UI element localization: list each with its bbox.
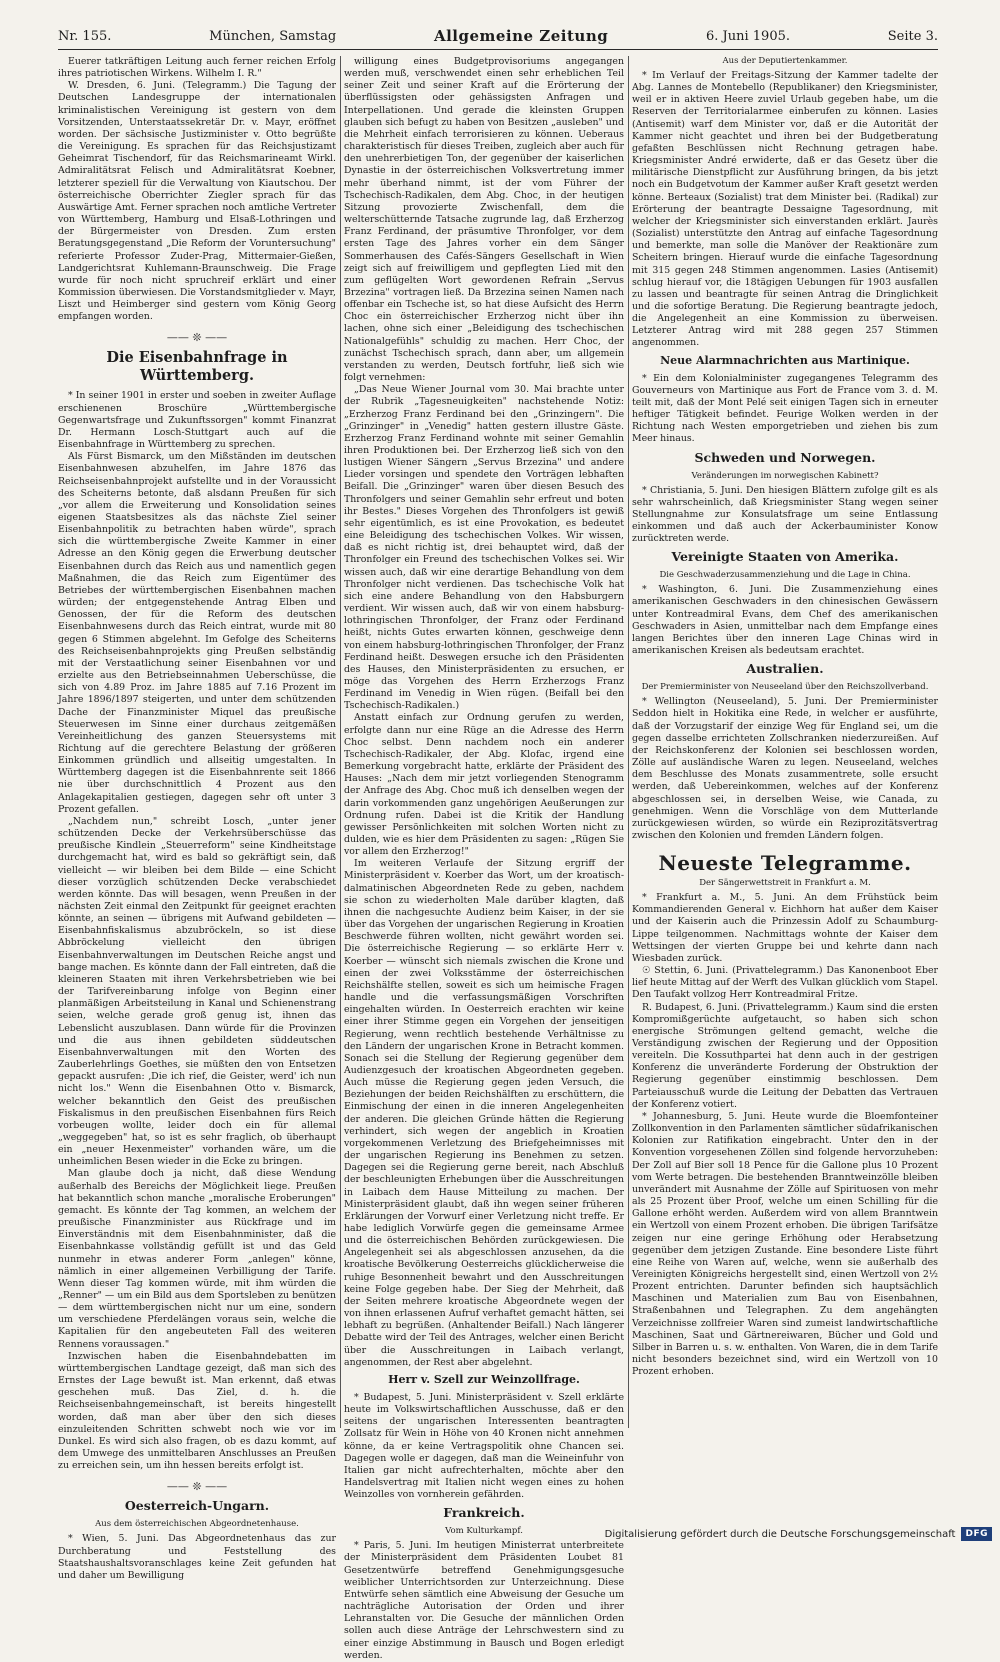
- place-date: München, Samstag: [209, 28, 337, 44]
- column-1: [58, 56, 336, 1581]
- headline-martinique: Neue Alarmnachrichten aus Martinique.: [660, 353, 910, 367]
- article-paragraph: * Christiania, 5. Juni. Den hiesigen Blättern zufolge gilt es als sehr wahrscheinlich, daß Kriegsminister Stang wegen seiner Stellungnahme zur Konsulatsfrage um seine Entlassung einkommen und daß auch der Ackerbauminister Konow zurücktreten werde.: [632, 484, 938, 545]
- article-paragraph: * In seiner 1901 in erster und soeben in zweiter Auflage erschienenen Broschüre „Württembergische Gegenwartsfrage und Zukunftssorgen" kommt Finanzrat Dr. Hermann Losch-Stuttgart auch auf die Eisenbahnfrage in Württemberg zu sprechen.: [58, 390, 336, 451]
- masthead: [58, 24, 938, 48]
- article-paragraph: Euerer tatkräftigen Leitung auch ferner reichen Erfolg ihres patriotischen Wirkens. Wilhelm I. R.": [58, 56, 336, 80]
- subheadline: Der Sängerwettstreit in Frankfurt a. M.: [699, 878, 871, 889]
- article-paragraph: * Budapest, 5. Juni. Ministerpräsident v. Szell erklärte heute im Volkswirtschaftlichen Ausschusse, daß er den seitens der ungarischen Interessenten beantragten Zollsatz für Wein in Höhe von 40 Kronen nicht annehmen könne, da er keine Vertragspolitik ohne Chancen sei. Dagegen wolle er dagegen, daß man die Weineinfuhr von Italien gar nicht aufrechterhalten, möchte aber den Handelsvertrag mit Italien nicht wegen eines zu hohen Weinzolles von vornherein gefährden.: [344, 1391, 624, 1501]
- article-paragraph: * Wellington (Neuseeland), 5. Juni. Der Premierminister Seddon hielt in Hokitika eine Rede, in welcher er ausführte, daß der Vorzugstarif der einzige Weg für England sei, um die gegen dasselbe errichteten Zollschranken niederzureißen. Auf der Reichskonferenz der Kolonien sei beschlossen worden, Zölle auf ausländische Waren zu legen. Neuseeland, welches dem Beschlusse des Monats zusammentrete, solle ersucht werden, daß Uebereinkommen, welches auf der Konferenz abgeschlossen sei, in derselben Weise, wie Canada, zu genehmigen. Wenn die Vorschläge von dem Mutterlande zurückgewiesen würden, so würde ein Reziprozitätsvertrag zwischen den Kolonien und fremden Ländern folgen.: [632, 696, 938, 841]
- column-2: [344, 56, 624, 1661]
- headline-szell: Herr v. Szell zur Weinzollfrage.: [388, 1372, 580, 1386]
- article-paragraph: W. Dresden, 6. Juni. (Telegramm.) Die Tagung der Deutschen Landesgruppe der internationalen kriminalistischen Vereinigung ist gestern von dem Vorsitzenden, Unterstaatssekretär Dr. v. Mayr, eröffnet worden. Der sächsische Justizminister v. Otto begrüßte die Vereinigung. Es sprachen für das Reichsjustizamt Geheimrat Tischendorf, für das Reichsmarineamt Wirkl. Admiralitätsrat Felisch und Admiralitätsrat Koebner, letzterer speziell für die Verwaltung von Kiautschou. Der österreichische Oberrichter Ziegler sprach für das Auswärtige Amt. Ferner sprachen noch amtliche Vertreter von Württemberg, Hamburg und Elsaß-Lothringen und der Bürgermeister von Dresden. Zum ersten Beratungsgegenstand „Die Reform der Voruntersuchung" referierte Professor Zuder-Prag, Mittermaier-Gießen, Landgerichtsrat Kuhlemann-Braunschweig. Die Frage wurde für noch nicht spruchreif erklärt und einer Kommission überwiesen. Die Vorstandsmitglieder v. Mayr, Liszt und Heimberger sind gestern vom König Georg empfangen worden.: [58, 80, 336, 323]
- article-paragraph: ☉ Stettin, 6. Juni. (Privattelegramm.) Das Kanonenboot Eber lief heute Mittag auf der Werft des Vulkan glücklich vom Stapel. Den Taufakt vollzog Herr Kontreadmiral Fritze.: [632, 965, 939, 1001]
- article-paragraph: * Ein dem Kolonialminister zugegangenes Telegramm des Gouverneurs von Martinique aus Fort de France vom 3. d. M. teilt mit, daß der Mont Pelé seit einigen Tagen sich in erneuter heftiger Tätigkeit befindet. Feurige Wolken werden in der Richtung nach Westen emporgetrieben und ziehen bis zum Meer hinaus.: [632, 372, 938, 445]
- article-paragraph: „Nachdem nun," schreibt Losch, „unter jener schützenden Decke der Verkehrsüberschüsse das preußische Kindlein „Steuerreform" seine Kindheitstage durchgemacht hat, wird es bald so gekräftigt sein, daß vielleicht — wir bleiben bei dem Bilde — eine Schicht dieser vorzüglich schützenden Decke verabschiedet werden könnte. Das will besagen, wenn Preußen in der nächsten Zeit einmal den Zeitpunkt für geeignet erachten könnte, an seinen — übrigens mit Aufwand gebildeten — Eisenbahnfiskalismus abzubröckeln, so ist diese Abbröckelung vielleicht den übrigen Eisenbahnverwaltungen im Deutschen Reiche angst und bange machen. Es könnte dann der Fall eintreten, daß die kleineren Staaten mit ihren Verkehrsbetrieben wie bei der Tarifvereinbarung infolge von Beginn einer planmäßigen Arbeitsteilung in Kanal und Schienenstrang seien, welche gerade groß genug ist, ihnen das Lebenslicht auszublasen. Dann würde für die Provinzen und die aus ihnen gebildeten süddeutschen Eisenbahnverwaltungen mit den Worten des Zauberlehrlings Goethes, sie müßten den von Entsetzen gepackt ausrufen: ‚Die ich rief, die Geister, werd' ich nun nicht los." Wenn die Eisenbahnen Otto v. Bismarck, welcher bekanntlich den Geist des preußischen Fiskalismus in den preußischen Eisenbahnen fürs Reich vorbeugen wollte, leider doch ein für allemal „weggegeben" hat, so ist es sehr fraglich, ob überhaupt ein „neuer Hexenmeister" vorhanden wäre, um die unheimlichen Besen wieder in die Ecke zu bringen.: [58, 815, 336, 1168]
- page-number: Seite 3.: [887, 28, 938, 44]
- headline-australien: Australien.: [746, 661, 824, 677]
- article-paragraph: * Paris, 5. Juni. Im heutigen Ministerrat unterbreitete der Ministerpräsident dem Präsidenten Loubet 81 Gesetzentwürfe betreffend Genehmigungsgesuche weiblicher Unterrichtsorden zur Unterzeichnung. Diese Entwürfe sehen sämtlich eine Abweisung der Gesuche um nachträgliche Autorisation der Orden und ihrer Lehranstalten vor. Die Gesuche der männlichen Orden sollen auch diese Anträge der Lehrschwestern sind zu einer einzige Abstimmung in Bausch und Bogen erledigt werden.: [344, 1540, 624, 1661]
- headline-usa: Vereinigte Staaten von Amerika.: [671, 549, 899, 565]
- article-paragraph: * Johannesburg, 5. Juni. Heute wurde die Bloemfonteiner Zollkonvention in den Parlamenten sämtlicher südafrikanischen Kolonien zur Ratifikation eingebracht. Unter den in der Konvention vorgesehenen Zöllen sind folgende hervorzuheben: Der Zoll auf Bier soll 18 Pence für die Gallone plus 10 Prozent vom Werte betragen. Die bestehenden Branntweinzölle bleiben unverändert mit Ausnahme der Zölle auf Spirituosen von mehr als 25 Prozent über Proof, welche um einen Schilling für die Gallone erhöht werden. Außerdem wird von allem Branntwein ein Wertzoll von einem Prozent erhoben. Die übrigen Tarifsätze zeigen nur eine geringe Erhöhung oder Herabsetzung gegenüber dem jetzigen Zustande. Eine besondere Liste führt eine Reihe von Waren auf, welche, wenn sie außerhalb des Vereinigten Königreichs hergestellt sind, einen Wertzoll von 2½ Prozent entrichten. Darunter befinden sich hauptsächlich Maschinen und Materialien zum Bau von Eisenbahnen, Straßenbahnen und Telegraphen. Zu dem angehängten Verzeichnisse zollfreier Waren sind zumeist landwirtschaftliche Maschinen, Saat und Gärtnereiwaren, Bücher und Gold und Silber in Barren u. s. w. enthalten. Von Waren, die in dem Tarife nicht besonders bezeichnet sind, wird ein Wertzoll von 10 Prozent erhoben.: [632, 1110, 938, 1378]
- digitization-footer: [560, 1525, 992, 1543]
- article-paragraph: „Das Neue Wiener Journal vom 30. Mai brachte unter der Rubrik „Tagesneuigkeiten" nachstehende Notiz: „Erzherzog Franz Ferdinand bei den „Grinzingern". Die „Grinzinger" in „Venedig" hatten gestern illustre Gäste. Erzherzog Franz Ferdinand wohnte mit seiner Gemahlin ihren Produktionen bei. Der Erzherzog ließ sich von den lustigen Wiener Sängern „Servus Brzezina" und andere Lieder vorsingen und spendete den Vorträgen lebhaften Beifall. Die „Grinzinger" waren über diesen Besuch des Thronfolgers und seiner Gemahlin sehr erfreut und boten ihr Bestes." Dieses Vorgehen des Thronfolgers ist gewiß sehr eigentümlich, es ist eine Provokation, es bedeutet eine Beleidigung des tschechischen Volkes. Wir wissen, daß es nicht richtig ist, drei behauptet wird, daß der Thronfolger ein Freund des tschechischen Volkes sei. Wir wissen auch, daß wir eine derartige Behandlung von dem Thronfolger nicht verdienen. Das tschechische Volk hat sich eine andere Behandlung von den Habsburgern verdient. Wir wissen auch, daß wir von einem habsburg-lothringischen Thronfolger, der Franz oder Ferdinand heißt, nichts Gutes erwarten können, geschweige denn von einem habsburg-lothringischen Thronfolger, der Franz Ferdinand heißt. Deswegen ersuche ich den Präsidenten des Hauses, den Ministerpräsidenten zu ersuchen, er möge das Vorgehen des Herrn Erzherzogs Franz Ferdinand im Venedig in Wien rügen. (Beifall bei den Tschechisch-Radikalen.): [344, 384, 624, 712]
- headline-telegramme: Neueste Telegramme.: [658, 851, 912, 876]
- article-paragraph: Anstatt einfach zur Ordnung gerufen zu werden, erfolgte dann nur eine Rüge an die Adresse des Herrn Choc selbst. Denn nachdem noch ein anderer Tschechisch-Radikaler, der Abg. Klofac, irgend eine Bemerkung vorgebracht hatte, erklärte der Präsident des Hauses: „Nach dem mir jetzt vorliegenden Stenogramm der Anfrage des Abg. Choc muß ich denselben wegen der darin vorkommenden ganz ungehörigen Aeußerungen zur Ordnung rufen. Dabei ist die Kritik der Handlung gewisser Persönlichkeiten mit solchen Worten nicht zu dulden, wie es hier dem Präsidenten zu sagen: „Rügen Sie vor allem den Erzherzog!": [344, 712, 624, 858]
- article-paragraph: * Wien, 5. Juni. Das Abgeordnetenhaus das zur Durchberatung und Feststellung des Staatshaushaltsvoranschlages keine Zeit gefunden hat und daher um Bewilligung: [58, 1533, 336, 1581]
- article-paragraph: Im weiteren Verlaufe der Sitzung ergriff der Ministerpräsident v. Koerber das Wort, um der kroatisch-dalmatinischen Abgeordneten Rede zu geben, nachdem sie schon zu wiederholten Male darüber klagten, daß ihnen die nachgesuchte Audienz beim Kaiser, in der sie über das Vorgehen der ungarischen Regierung in Kroatien Beschwerde führen wollten, nicht gewährt worden sei. Die österreichische Regierung — so erklärte Herr v. Koerber — wünscht sich niemals zwischen die Krone und einen der zwei Volksstämme der österreichischen Reichshälfte stellen, soweit es sich um heimische Fragen handle und die verfassungsmäßigen Vorschriften eingehalten würden. In Oesterreich erachten wir keine einer ihrer Stimme gegen ein Vorgehen der jenseitigen Regierung, wenn rechtlich bestehende Verhältnisse zu den Ländern der ungarischen Krone in Betracht kommen. Sonach sei die Stellung der Regierung gegenüber dem Audienzgesuch der kroatischen Abgeordneten gegeben. Auch müsse die Regierung gegen jeden Versuch, die Beziehungen der beiden Reichshälften zu erschüttern, die Einmischung der einen in die inneren Angelegenheiten der anderen. Die gleichen Gründe hätten die Regierung verhindert, sich wegen der angeblich in Kroatien vorgekommenen Verletzung des Briefgeheimnisses mit der ungarischen Regierung ins Benehmen zu setzen. Dagegen sei die Regierung gerne bereit, nach Abschluß der beschleunigten Erhebungen über die Ausschreitungen in Laibach dem Hause Mitteilung zu machen. Der Ministerpräsident glaubt, daß ihn wegen seiner früheren Erklärungen der Vorwurf einer Verletzung nicht treffe. Er habe lediglich Vorwürfe gegen die gemeinsame Armee und die österreichischen Behörden zurückgewiesen. Die Angelegenheit sei als abgeschlossen anzusehen, da die kroatische Bevölkerung Oesterreichs glücklicherweise die ruhige Besonnenheit bewahrt und den Ausschreitungen keine Folge gegeben habe. Der Sieg der Mehrheit, daß der Seiten mehrere kroatische Abgeordnete wegen der von ihnen erlassenen Aufruf verhaftet gemacht hätten, sei lebhaft zu begrüßen. (Anhaltender Beifall.) Nach längerer Debatte wird der Teil des Antrages, welcher einen Bericht über die Ausschreitungen in Laibach verlangt, angenommen, der Rest aber abgelehnt.: [344, 858, 624, 1368]
- headline-frankreich: Frankreich.: [443, 1505, 525, 1521]
- subheadline: Die Geschwaderzusammenziehung und die Lage in China.: [659, 570, 911, 581]
- article-paragraph: Man glaube doch ja nicht, daß diese Wendung außerhalb des Bereichs der Möglichkeit liege. Preußen hat bekanntlich schon manche „moralische Eroberungen" gemacht. Es könnte der Tag kommen, an welchem der preußische Finanzminister aus Rückfrage und im Einverständnis mit dem Eisenbahnminister, daß die Eisenbahnkasse vollständig gefüllt ist und das Geld nunmehr in etwas anderer Form „anlegen" könne, nämlich in einer allgemeinen Verbilligung der Tarife. Wenn dieser Tag kommen würde, mit ihm würden die „Renner" — um ein Bild aus dem Sportsleben zu benützen — dem württembergischen nicht nur um eine, sondern um verschiedene Pferdelängen voraus sein, welche die Kapitalien für den angebeuteten Fall des weiteren Rennens voraussagen.": [58, 1168, 336, 1350]
- section-divider: —— ❊ ——: [166, 1480, 228, 1494]
- column-3: [632, 56, 938, 1430]
- column-rule: [628, 56, 629, 1428]
- newspaper-title: Allgemeine Zeitung: [433, 27, 609, 45]
- subheadline: Aus der Deputiertenkammer.: [722, 56, 848, 66]
- issue-date: 6. Juni 1905.: [706, 28, 790, 44]
- dfg-logo: DFG: [961, 1527, 992, 1541]
- article-paragraph: Inzwischen haben die Eisenbahndebatten im württembergischen Landtage gezeigt, daß man sich des Ernstes der Lage bewußt ist. Man erkennt, daß etwas geschehen muß. Das Ziel, d. h. die Reichseisenbahngemeinschaft, ist bereits hingestellt worden, daß man aber über den sich dieses einzuleitenden Schritten schwebt noch wie vor im Dunkel. Es wird sich also fragen, ob es dazu kommt, auf dem Umwege des unmittelbaren Anschlusses an Preußen zu erreichen sein, um ihn hessen bereits erfolgt ist.: [58, 1350, 336, 1472]
- article-paragraph: * Im Verlauf der Freitags-Sitzung der Kammer tadelte der Abg. Lannes de Montebello (Republikaner) den Kriegsminister, weil er in aktiven Heere zuviel Urlaub gegeben habe, um die Reserven der Territorialarmee einberufen zu können. Lasies (Antisemit) warf dem Minister vor, daß er die Autorität der Kammer nicht geachtet und ihren bei der Budgetberatung gefaßten Beschlüssen nicht Rechnung getragen habe. Kriegsminister André erwiderte, daß er das Gesetz über die militärische Dienstpflicht zur Ausführung bringen, da bis jetzt noch ein Budgetvotum der Kammer außer Kraft gesetzt werden könne. Berteaux (Sozialist) trat dem Minister bei. (Radikal) zur Erörterung der beantragte Dessaigne Tagesordnung, mit welcher der Kriegsminister sich einverstanden erklärt. Jaurès (Sozialist) unterstützte den Antrag auf einfache Tagesordnung und bemerkte, man solle die Manöver der Reaktionäre zum Scheitern bringen. Hierauf wurde die einfache Tagesordnung mit 315 gegen 248 Stimmen angenommen. Lasies (Antisemit) schlug hierauf vor, die 18tägigen Uebungen für 1903 ausfallen zu lassen und beantragte für seinen Antrag die Dringlichkeit und die sofortige Beratung. Die Regierung beantragte jedoch, die Angelegenheit an eine Kommission zu überweisen. Letzterer Antrag wird mit 288 gegen 257 Stimmen angenommen.: [632, 70, 938, 349]
- headline-schweden: Schweden und Norwegen.: [694, 449, 876, 465]
- headline-eisenbahnfrage: Die Eisenbahnfrage in Württemberg.: [106, 349, 288, 385]
- header-rule: [58, 49, 938, 50]
- article-paragraph: willigung eines Budgetprovisoriums angegangen werden muß, verschwendet einen sehr erheblichen Teil seiner Zeit und seiner Kraft auf die Erörterung der überflüssigsten oder gehässigsten Anfragen und Interpellationen. Und gerade die kleinsten Gruppen glauben sich befugt zu haben von Besitzen „ausleben" und die Mehrheit einfach terrorisieren zu können. Ueberaus charakteristisch für dieses Treiben, zugleich aber auch für den unehrerbietigen Ton, der gegenüber der kaiserlichen Dynastie in der österreichischen Volksvertretung immer mehr überhand nimmt, ist der vom Führer der Tschechisch-Radikalen, dem Abg. Choc, in der heutigen Sitzung provozierte Zwischenfall, dem die welterschütternde Tatsache zugrunde lag, daß Erzherzog Franz Ferdinand, der präsumtive Thronfolger, vor dem ersten Tage des Jahres vorher ein dem Sänger Sommerhausen des Cafés-Sängers Gesellschaft in Wien zeigt sich auf freiwilligem und gepflegten Lied mit den zum geflügelten Wort gewordenen Refrain „Servus Brzezina" vortragen ließ. Da Brzezina seinen Namen nach offenbar ein Tscheche ist, so hat diese Aufsicht des Herrn Choc ein österreichischer Erzherzog nicht über ihn lachen, ohne sich einer „Beleidigung des tschechischen Nationalgefühls" schuldig zu machen. Herr Choc, der zunächst Tschechisch sprach, dann aber, um allgemein verstanden zu werden, Deutsch fortfuhr, ließ sich wie folgt vernehmen:: [344, 56, 624, 384]
- subheadline: Der Premierminister von Neuseeland über den Reichszollverband.: [641, 682, 929, 693]
- headline-oesterreich: Oesterreich-Ungarn.: [124, 1498, 270, 1514]
- article-paragraph: * Frankfurt a. M., 5. Juni. An dem Frühstück beim Kommandierenden General v. Eichhorn hat außer dem Kaiser und der Kaiserin auch die Prinzessin Adolf zu Schaumburg-Lippe teilgenommen. Nachmittags wohnte der Kaiser dem Wettsingen der vierten Gruppe bei und kehrte dann nach Wiesbaden zurück.: [632, 892, 938, 964]
- subheadline: Vom Kulturkampf.: [445, 1526, 523, 1537]
- issue-number: Nr. 155.: [58, 28, 112, 44]
- article-paragraph: R. Budapest, 6. Juni. (Privattelegramm.) Kaum sind die ersten Kompromißgerüchte aufgetaucht, so haben sich schon energische Strömungen geltend gemacht, welche die Verständigung zwischen der Regierung und der Opposition vereiteln. Die Kossuthpartei hat denn auch in der gestrigen Konferenz die unveränderte Forderung der Obstruktion der Regierung gegenüber einstimmig beschlossen. Dem Parteiausschuß wurde die Leitung der Debatten das Vertrauen der Konferenz votiert.: [632, 1001, 938, 1110]
- column-rule: [340, 56, 341, 1428]
- article-paragraph: * Washington, 6. Juni. Die Zusammenziehung eines amerikanischen Geschwaders in den chinesischen Gewässern unter Kontreadmiral Evans, dem Chef des amerikanischen Geschwaders in Asien, unmittelbar nach dem Empfange eines langen Berichtes über den inneren Lage Chinas wird in amerikanischen Kreisen als bedeutsam erachtet.: [632, 584, 938, 657]
- subheadline: Veränderungen im norwegischen Kabinett?: [691, 470, 879, 481]
- subheadline: Aus dem österreichischen Abgeordnetenhause.: [95, 1519, 299, 1530]
- article-paragraph: Als Fürst Bismarck, um den Mißständen im deutschen Eisenbahnwesen abzuhelfen, im Jahre 1876 das Reichseisenbahnprojekt aufstellte und in der Voraussicht des Scheiterns betonte, daß alsdann Preußen für sich „vor allem die Erweiterung und Konsolidation seines eigenen Staatsbesitzes als das nächste Ziel seiner Eisenbahnpolitik zu betrachten haben würde", sprach sich die württembergische Zweite Kammer in einer Adresse an den König gegen die Erwerbung deutscher Eisenbahnen durch das Reich aus und namentlich gegen Maßnahmen, die das Reich zum Eigentümer des Betriebes der württembergischen Eisenbahnen machen würden; der entgegenstehende Antrag Elben und Genossen, der für die Reform des deutschen Eisenbahnwesens durch das Reich eintrat, wurde mit 80 gegen 6 Stimmen abgelehnt. Im Gefolge des Scheiterns des Reichseisenbahnprojekts ging Preußen selbständig mit der Verstaatlichung seiner Eisenbahnen vor und erzielte aus den Betriebseinnahmen Ueberschüsse, die sich von 4.89 Proz. im Jahre 1885 auf 7.16 Prozent im Jahre 1896/1897 steigerten, und unter dem schützenden Dache der Finanzminister Miquel das preußische Steuerwesen im Sinne einer durchaus zeitgemäßen Vereinheitlichung des ganzen Steuersystems mit Richtung auf die gerechtere Belastung der größeren Einkommen gründlich und allseitig umgestalten. In Württemberg dagegen ist die Eisenbahnrente seit 1866 nie über durchschnittlich 4 Prozent aus den Anlagekapitalien gestiegen, dagegen sehr oft unter 3 Prozent gefallen.: [58, 451, 336, 815]
- funding-credit: Digitalisierung gefördert durch die Deutsche Forschungsgemeinschaft: [604, 1528, 956, 1540]
- section-divider: —— ❊ ——: [166, 331, 228, 345]
